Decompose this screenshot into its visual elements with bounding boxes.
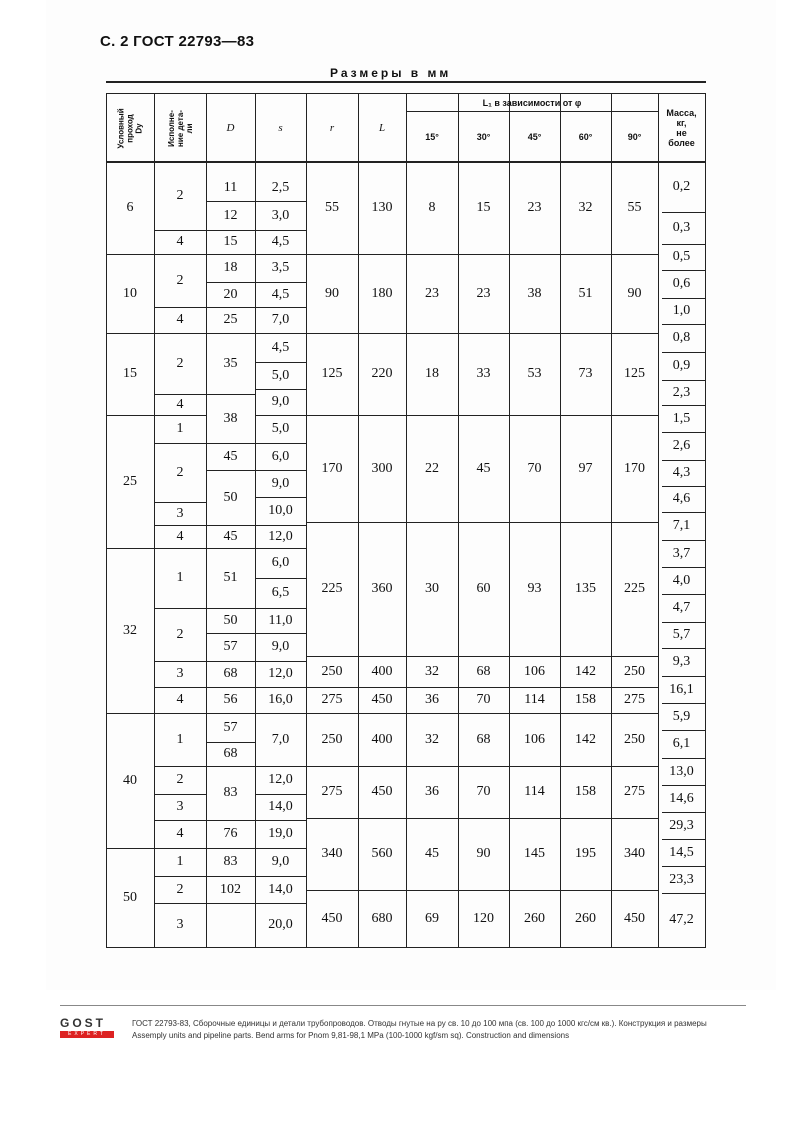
header-mass: Масса, кг, не более	[666, 108, 697, 148]
mass-rule	[662, 839, 705, 840]
r-value-cell: 125	[321, 366, 343, 381]
mass-value-cell: 0,8	[672, 330, 691, 345]
d-rule	[206, 947, 255, 948]
d-value-cell: 83	[223, 854, 238, 869]
l1-value-cell: 142	[575, 731, 596, 747]
footer-line-en: Assemply units and pipeline parts. Bend arms for Pnom 9,81-98,1 MPa (100-1000 kgf/sm sq). Construction and dimensions	[132, 1031, 570, 1040]
l1-value-cell: 142	[575, 663, 596, 679]
l1-value-cell: 250	[624, 663, 645, 679]
mass-value-cell: 47,2	[669, 912, 694, 927]
l1-value-cell: 33	[476, 366, 491, 381]
L-value-cell: 450	[371, 692, 393, 707]
mass-rule	[662, 352, 705, 353]
group-rule	[306, 656, 658, 657]
variant-rule	[154, 848, 206, 849]
s-value-cell: 9,0	[271, 394, 290, 409]
variant-cell: 4	[176, 528, 184, 544]
mass-rule	[662, 622, 705, 623]
s-rule	[255, 947, 306, 948]
mass-rule	[662, 785, 705, 786]
mass-value-cell: 4,0	[672, 572, 691, 588]
variant-rule	[154, 333, 206, 334]
d-value-cell: 83	[223, 785, 238, 800]
s-value-cell: 7,0	[271, 731, 290, 747]
mass-rule	[662, 676, 705, 677]
d-value-cell: 56	[223, 692, 238, 707]
mass-value-cell: 0,2	[672, 179, 691, 194]
d-value-cell: 57	[223, 639, 238, 654]
footer-line-ru: ГОСТ 22793-83, Сборочные единицы и детали трубопроводов. Отводы гнутые на ру св. 10 до 100 мпа (св. 100 до 1000 кгс/см кв.). Конструкция и размеры	[132, 1019, 707, 1028]
s-value-cell: 12,0	[268, 772, 293, 787]
mass-rule	[662, 212, 705, 213]
d-value-cell: 12	[223, 207, 238, 223]
l1-value-cell: 55	[627, 200, 642, 215]
l1-value-cell: 90	[476, 846, 491, 861]
mass-value-cell: 1,0	[672, 303, 691, 318]
s-value-cell: 14,0	[268, 881, 293, 897]
d-value-cell: 50	[223, 612, 238, 628]
mass-value-cell: 29,3	[669, 817, 694, 833]
d-value-cell: 25	[223, 312, 238, 327]
variant-cell: 4	[176, 312, 184, 327]
l1-value-cell: 120	[473, 910, 494, 926]
variant-cell: 4	[176, 826, 184, 841]
s-value-cell: 10,0	[268, 503, 293, 518]
variant-rule	[154, 608, 206, 609]
group-rule	[306, 766, 658, 767]
s-value-cell: 20,0	[268, 917, 293, 932]
l1-value-cell: 106	[524, 663, 545, 679]
l1-value-cell: 22	[425, 460, 439, 476]
d-value-cell: 76	[223, 826, 238, 841]
variant-cell: 4	[176, 692, 184, 707]
dn-10: 10	[123, 285, 137, 301]
footer-description	[132, 1018, 793, 1042]
variant-rule	[154, 687, 206, 688]
L-value-cell: 360	[371, 581, 393, 596]
mass-rule	[662, 567, 705, 568]
variant-cell: 3	[176, 505, 184, 521]
s-value-cell: 9,0	[271, 475, 290, 491]
group-rule	[306, 687, 658, 688]
l1-value-cell: 36	[425, 784, 439, 799]
l1-value-cell: 195	[575, 846, 596, 861]
mass-rule	[662, 758, 705, 759]
group-rule	[306, 333, 658, 334]
mass-value-cell: 0,9	[672, 358, 691, 373]
l1-value-cell: 53	[527, 366, 542, 381]
l1-value-cell: 45	[476, 460, 491, 476]
dn-40: 40	[123, 772, 137, 788]
l1-value-cell: 30	[425, 581, 439, 596]
dn-group-rule	[106, 254, 154, 255]
l1-value-cell: 97	[578, 460, 593, 476]
s-value-cell: 19,0	[268, 826, 293, 841]
mass-rule	[662, 866, 705, 867]
mass-value-cell: 4,3	[672, 465, 691, 480]
variant-cell: 1	[176, 421, 184, 436]
group-rule	[306, 890, 658, 891]
s-value-cell: 3,5	[271, 260, 290, 275]
mass-value-cell: 16,1	[669, 681, 694, 697]
L-value-cell: 560	[371, 846, 393, 861]
variant-cell: 3	[176, 917, 184, 932]
header-L: L	[378, 122, 386, 134]
logo-wordmark: GOST	[60, 1016, 107, 1030]
r-value-cell: 250	[321, 731, 343, 747]
s-value-cell: 5,0	[271, 367, 290, 383]
s-value-cell: 3,0	[271, 207, 290, 223]
mass-value-cell: 0,5	[672, 249, 691, 264]
l1-value-cell: 114	[524, 784, 545, 799]
s-value-cell: 4,5	[271, 234, 290, 249]
header-angle-60: 60°	[578, 131, 593, 142]
mass-value-cell: 13,0	[669, 763, 694, 779]
variant-cell: 2	[176, 626, 184, 642]
l1-value-cell: 125	[624, 366, 645, 381]
variant-rule	[154, 548, 206, 549]
d-value-cell: 15	[223, 234, 238, 249]
dn-group-rule	[106, 848, 154, 849]
l1-value-cell: 38	[527, 285, 542, 301]
mass-value-cell: 23,3	[669, 871, 694, 887]
variant-rule	[154, 766, 206, 767]
r-value-cell: 275	[321, 784, 343, 799]
l1-value-cell: 90	[627, 285, 642, 301]
l1-value-cell: 158	[575, 784, 596, 799]
dn-6: 6	[126, 200, 134, 215]
mass-value-cell: 1,5	[672, 410, 691, 426]
L-value-cell: 680	[371, 910, 393, 926]
s-value-cell: 12,0	[268, 666, 293, 681]
variant-cell: 4	[176, 396, 184, 412]
mass-rule	[662, 460, 705, 461]
s-value-cell: 6,0	[271, 448, 290, 464]
units-caption: Размеры в мм	[330, 66, 452, 80]
mass-rule	[662, 486, 705, 487]
variant-cell: 1	[176, 854, 184, 869]
mass-value-cell: 4,7	[672, 600, 691, 615]
l1-value-cell: 68	[476, 731, 491, 747]
group-rule	[306, 254, 658, 255]
gost-expert-logo	[60, 1017, 114, 1038]
mass-rule	[662, 893, 705, 894]
r-value-cell: 225	[321, 581, 343, 596]
s-value-cell: 4,5	[271, 339, 290, 355]
r-value-cell: 170	[321, 460, 343, 476]
mass-rule	[662, 812, 705, 813]
s-value-cell: 14,0	[268, 799, 293, 814]
mass-rule	[662, 432, 705, 433]
variant-rule	[154, 443, 206, 444]
mass-value-cell: 14,5	[669, 844, 694, 860]
s-value-cell: 2,5	[271, 179, 290, 195]
header-D: D	[226, 122, 235, 134]
l1-value-cell: 145	[524, 846, 545, 861]
mass-rule	[662, 298, 705, 299]
header-nominal-passage	[106, 94, 154, 162]
header-l1-group: L₁ в зависимости от φ	[482, 97, 582, 108]
group-rule	[306, 415, 658, 416]
header-nominal-text: Условный проход Dу	[116, 107, 144, 149]
mass-value-cell: 14,6	[669, 790, 694, 806]
d-value-cell: 57	[223, 719, 238, 735]
page-header: С. 2 ГОСТ 22793—83	[100, 33, 255, 50]
r-value-cell: 340	[321, 846, 343, 861]
mass-rule	[662, 730, 705, 731]
mass-rule	[662, 703, 705, 704]
mass-rule	[662, 244, 705, 245]
d-value-cell	[206, 903, 255, 947]
l1-value-cell: 170	[624, 460, 645, 476]
mass-value-cell: 9,3	[672, 654, 691, 669]
logo-subtitle: EXPERT	[60, 1031, 114, 1038]
variant-rule	[154, 525, 206, 526]
header-angle-30: 30°	[476, 131, 491, 142]
header-angle-45: 45°	[527, 131, 542, 142]
L-value-cell: 220	[371, 366, 393, 381]
mass-rule	[662, 405, 705, 406]
mass-value-cell: 0,3	[672, 220, 691, 235]
l1-value-cell: 260	[524, 910, 545, 926]
l1-value-cell: 15	[476, 200, 491, 215]
mass-value-cell: 5,9	[672, 708, 691, 724]
variant-rule	[154, 661, 206, 662]
mass-value-cell: 2,6	[672, 438, 691, 453]
r-value-cell: 250	[321, 663, 343, 679]
variant-cell: 3	[176, 666, 184, 681]
mass-rule	[662, 380, 705, 381]
s-value-cell: 4,5	[271, 286, 290, 302]
header-variant	[154, 94, 206, 162]
l1-value-cell: 68	[476, 663, 491, 679]
d-value-cell: 20	[223, 286, 238, 302]
dn-group-rule	[106, 333, 154, 334]
mass-value-cell: 6,1	[672, 736, 691, 751]
variant-rule	[154, 876, 206, 877]
dn-32: 32	[123, 622, 137, 638]
d-value-cell: 45	[223, 448, 238, 464]
r-value-cell: 55	[325, 200, 339, 215]
variant-cell: 2	[176, 464, 184, 480]
mass-rule	[662, 648, 705, 649]
L-value-cell: 400	[371, 731, 393, 747]
d-value-cell: 45	[223, 528, 238, 544]
L-value-cell: 180	[371, 285, 393, 301]
variant-cell: 3	[176, 799, 184, 814]
dn-group-rule	[106, 415, 154, 416]
l1-value-cell: 114	[524, 692, 545, 707]
variant-cell: 1	[176, 731, 184, 747]
l1-value-cell: 8	[428, 200, 436, 215]
mass-value-cell: 5,7	[672, 627, 691, 642]
s-value-cell: 6,5	[271, 585, 290, 600]
l1-value-cell: 340	[624, 846, 645, 861]
column-rule	[705, 94, 706, 947]
group-rule	[306, 818, 658, 819]
l1-value-cell: 260	[575, 910, 596, 926]
dn-25: 25	[123, 473, 137, 489]
l1-value-cell: 32	[578, 200, 593, 215]
l1-value-cell: 69	[425, 910, 439, 926]
variant-rule	[154, 254, 206, 255]
header-angle-15: 15°	[425, 131, 439, 142]
mass-value-cell: 0,6	[672, 276, 691, 291]
variant-rule	[154, 415, 206, 416]
d-value-cell: 50	[223, 489, 238, 505]
mass-rule	[662, 540, 705, 541]
L-value-cell: 130	[371, 200, 393, 215]
l1-value-cell: 250	[624, 731, 645, 747]
L-value-cell: 300	[371, 460, 393, 476]
l1-value-cell: 45	[425, 846, 439, 861]
mass-value-cell: 2,3	[672, 384, 691, 400]
mass-rule	[662, 270, 705, 271]
l1-value-cell: 23	[425, 285, 439, 301]
variant-rule	[154, 820, 206, 821]
l1-value-cell: 106	[524, 731, 545, 747]
d-value-cell: 11	[223, 179, 238, 195]
l1-value-cell: 158	[575, 692, 596, 707]
variant-rule	[154, 394, 206, 395]
s-value-cell: 9,0	[271, 639, 290, 654]
variant-rule	[154, 307, 206, 308]
dn-group-rule	[106, 548, 154, 549]
variant-cell: 4	[176, 234, 184, 249]
d-value-cell: 35	[223, 355, 238, 371]
s-value-cell: 9,0	[271, 854, 290, 869]
s-value-cell: 12,0	[268, 528, 293, 544]
s-value-cell: 11,0	[268, 612, 293, 628]
footer-divider	[60, 1005, 746, 1006]
variant-cell: 2	[176, 355, 184, 371]
l1-value-cell: 23	[527, 200, 542, 215]
l1-value-cell: 18	[425, 366, 439, 381]
variant-rule	[154, 230, 206, 231]
l1-value-cell: 23	[476, 285, 491, 301]
mass-value-cell: 7,1	[672, 518, 691, 533]
s-value-cell: 16,0	[268, 692, 293, 707]
r-value-cell: 450	[321, 910, 343, 926]
variant-cell: 2	[176, 772, 184, 787]
mass-rule	[662, 324, 705, 325]
mass-rule	[662, 512, 705, 513]
header-variant-text: Исполне- ние дета- ли	[166, 109, 194, 147]
mass-value-cell: 3,7	[672, 545, 691, 561]
dn-50: 50	[123, 889, 137, 905]
L-value-cell: 450	[371, 784, 393, 799]
l1-value-cell: 275	[624, 784, 645, 799]
group-rule	[306, 522, 658, 523]
d-value-cell: 102	[220, 881, 241, 897]
variant-rule	[154, 713, 206, 714]
l1-value-cell: 36	[425, 692, 439, 707]
variant-cell: 2	[176, 272, 184, 288]
table-bottom-rule	[106, 947, 706, 948]
d-value-cell: 51	[223, 570, 238, 585]
mass-value-cell: 4,6	[672, 491, 691, 506]
variant-rule	[154, 794, 206, 795]
r-value-cell: 275	[321, 692, 343, 707]
mass-rule	[662, 594, 705, 595]
s-value-cell: 5,0	[271, 421, 290, 436]
l1-value-cell: 70	[476, 784, 491, 799]
L-value-cell: 400	[371, 663, 393, 679]
variant-cell: 2	[176, 188, 184, 203]
l1-value-cell: 70	[527, 460, 542, 476]
s-value-cell: 6,0	[271, 555, 290, 570]
header-s: s	[278, 122, 283, 134]
l1-value-cell: 225	[624, 581, 645, 596]
s-value-cell: 7,0	[271, 312, 290, 327]
r-value-cell: 90	[325, 285, 339, 301]
d-value-cell: 18	[223, 260, 238, 275]
l1-value-cell: 450	[624, 910, 645, 926]
l1-value-cell: 135	[575, 581, 596, 596]
l1-value-cell: 60	[476, 581, 491, 596]
l1-value-cell: 275	[624, 692, 645, 707]
dn-15: 15	[123, 366, 137, 381]
group-rule	[306, 713, 658, 714]
l1-value-cell: 51	[578, 285, 593, 301]
header-r: r	[329, 122, 335, 134]
d-value-cell: 38	[223, 410, 238, 426]
dn-group-rule	[106, 713, 154, 714]
l1-value-cell: 93	[527, 581, 542, 596]
variant-cell: 2	[176, 881, 184, 897]
variant-cell: 1	[176, 570, 184, 585]
l1-value-cell: 32	[425, 731, 439, 747]
l1-value-cell: 73	[578, 366, 593, 381]
d-value-cell: 68	[223, 666, 238, 681]
variant-rule	[154, 502, 206, 503]
header-angle-90: 90°	[627, 131, 642, 142]
table-top-rule	[106, 81, 706, 83]
d-value-cell: 68	[223, 746, 238, 761]
variant-rule	[154, 903, 206, 904]
l1-value-cell: 32	[425, 663, 439, 679]
l1-value-cell: 70	[476, 692, 491, 707]
